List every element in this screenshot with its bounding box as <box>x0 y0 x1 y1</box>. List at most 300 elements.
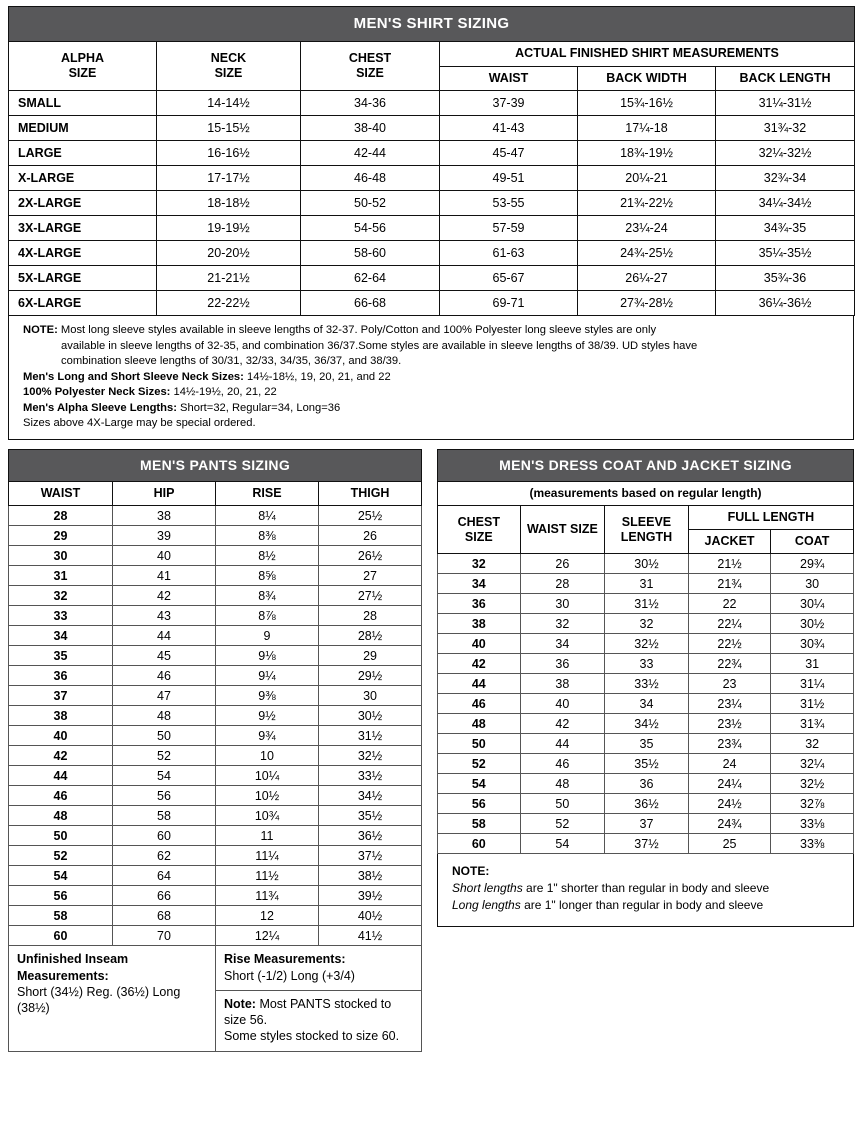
coat-note-long-rest: are 1" longer than regular in body and sleeve <box>520 898 764 913</box>
pants-note-line-2: Some styles stocked to size 60. <box>224 1029 400 1044</box>
shirt-note-sleeve-lengths <box>23 401 843 416</box>
shirt-sizing-table <box>8 6 855 316</box>
cell-coat-jacket: 21½ <box>688 554 771 574</box>
cell-coat-jacket: 22½ <box>688 634 771 654</box>
cell-coat-waist: 48 <box>520 774 605 794</box>
table-row <box>438 814 854 834</box>
cell-coat-jacket: 22¾ <box>688 654 771 674</box>
header-chest-size-line2: SIZE <box>356 66 384 81</box>
cell-neck-size: 20-20½ <box>157 241 301 266</box>
cell-coat-coat: 32 <box>771 734 854 754</box>
cell-pants-hip: 54 <box>113 766 216 786</box>
coat-header-chest-size <box>438 506 521 554</box>
cell-pants-hip: 38 <box>113 506 216 526</box>
cell-back-width: 26¼-27 <box>578 266 716 291</box>
cell-pants-waist: 35 <box>9 646 113 666</box>
shirt-note-poly-label: 100% Polyester Neck Sizes: <box>23 386 171 399</box>
pants-sizing-table <box>8 449 422 1051</box>
header-back-width: BACK WIDTH <box>578 66 716 91</box>
cell-pants-hip: 52 <box>113 746 216 766</box>
pants-header-waist: WAIST <box>9 482 113 506</box>
table-row <box>9 686 422 706</box>
cell-coat-jacket: 24 <box>688 754 771 774</box>
cell-coat-sleeve: 34½ <box>605 714 689 734</box>
coat-header-jacket: JACKET <box>688 530 771 554</box>
cell-coat-sleeve: 35½ <box>605 754 689 774</box>
cell-pants-thigh: 28½ <box>319 626 422 646</box>
pants-inseam-title-line2: Measurements: <box>17 968 109 983</box>
table-row <box>9 266 855 291</box>
shirt-note-label: NOTE: <box>23 324 58 337</box>
table-row <box>9 506 422 526</box>
cell-back-length: 31¾-32 <box>716 116 855 141</box>
coat-note-short-emphasis: Short lengths <box>452 881 523 896</box>
shirt-note-neck-sizes <box>23 370 843 385</box>
coat-note-short <box>452 880 843 897</box>
cell-coat-jacket: 21¾ <box>688 574 771 594</box>
table-row <box>9 866 422 886</box>
cell-coat-coat: 30½ <box>771 614 854 634</box>
cell-pants-thigh: 27 <box>319 566 422 586</box>
cell-pants-hip: 40 <box>113 546 216 566</box>
header-neck-size-line2: SIZE <box>214 66 243 81</box>
cell-pants-rise: 11¾ <box>216 886 319 906</box>
cell-coat-sleeve: 30½ <box>605 554 689 574</box>
cell-pants-waist: 52 <box>9 846 113 866</box>
table-row <box>438 614 854 634</box>
coat-header-chest-line2: SIZE <box>464 529 493 544</box>
cell-coat-sleeve: 32 <box>605 614 689 634</box>
cell-back-width: 23¼-24 <box>578 216 716 241</box>
cell-pants-rise: 9 <box>216 626 319 646</box>
cell-back-length: 34¾-35 <box>716 216 855 241</box>
cell-back-width: 24¾-25½ <box>578 241 716 266</box>
pants-note-cell <box>216 990 422 1051</box>
shirt-note-neck-value: 14½-18½, 19, 20, 21, and 22 <box>247 370 391 383</box>
cell-pants-hip: 68 <box>113 906 216 926</box>
cell-coat-sleeve: 32½ <box>605 634 689 654</box>
table-row <box>9 216 855 241</box>
cell-coat-waist: 38 <box>520 674 605 694</box>
pants-table-banner <box>9 450 422 482</box>
table-row <box>9 566 422 586</box>
coat-note-short-rest: are 1" shorter than regular in body and sleeve <box>522 881 770 896</box>
cell-coat-coat: 30 <box>771 574 854 594</box>
coat-note-label: NOTE: <box>452 864 490 879</box>
cell-pants-thigh: 37½ <box>319 846 422 866</box>
cell-pants-rise: 8⅞ <box>216 606 319 626</box>
cell-pants-waist: 32 <box>9 586 113 606</box>
table-row <box>9 926 422 946</box>
coat-header-chest-line1: CHEST <box>457 514 500 529</box>
pants-note-line-1: Most PANTS stocked to size 56. <box>224 996 392 1028</box>
cell-pants-thigh: 29 <box>319 646 422 666</box>
cell-neck-size: 15-15½ <box>157 116 301 141</box>
cell-coat-chest: 44 <box>438 674 521 694</box>
pants-header-thigh: THIGH <box>319 482 422 506</box>
table-row <box>9 141 855 166</box>
pants-table-body <box>9 506 422 946</box>
cell-coat-jacket: 23¼ <box>688 694 771 714</box>
cell-pants-rise: 9½ <box>216 706 319 726</box>
cell-coat-waist: 28 <box>520 574 605 594</box>
cell-pants-rise: 8⅜ <box>216 526 319 546</box>
cell-chest-size: 66-68 <box>301 291 440 316</box>
pants-footer-body <box>9 946 422 1051</box>
cell-coat-coat: 31 <box>771 654 854 674</box>
pants-rise-title: Rise Measurements: <box>224 952 346 967</box>
header-alpha-size <box>9 42 157 91</box>
cell-pants-rise: 9¼ <box>216 666 319 686</box>
cell-pants-waist: 54 <box>9 866 113 886</box>
coat-table-banner <box>438 450 854 482</box>
cell-back-width: 20¼-21 <box>578 166 716 191</box>
table-row <box>9 191 855 216</box>
cell-neck-size: 17-17½ <box>157 166 301 191</box>
cell-coat-coat: 30¾ <box>771 634 854 654</box>
coat-header-coat: COAT <box>771 530 854 554</box>
table-row <box>438 694 854 714</box>
cell-pants-rise: 9⅜ <box>216 686 319 706</box>
coat-note-long-emphasis: Long lengths <box>452 898 521 913</box>
cell-coat-waist: 32 <box>520 614 605 634</box>
cell-pants-hip: 45 <box>113 646 216 666</box>
cell-back-length: 32¼-32½ <box>716 141 855 166</box>
cell-pants-hip: 44 <box>113 626 216 646</box>
cell-pants-waist: 56 <box>9 886 113 906</box>
cell-pants-hip: 60 <box>113 826 216 846</box>
table-row <box>438 834 854 854</box>
cell-coat-chest: 32 <box>438 554 521 574</box>
shirt-note-line-1 <box>23 323 843 338</box>
cell-alpha-size: LARGE <box>9 141 157 166</box>
coat-header-sleeve-line1: SLEEVE <box>621 514 672 529</box>
table-row <box>438 734 854 754</box>
cell-pants-thigh: 30 <box>319 686 422 706</box>
cell-pants-thigh: 27½ <box>319 586 422 606</box>
table-row <box>9 906 422 926</box>
pants-note-label: Note: <box>224 996 256 1011</box>
coat-header-row-1 <box>438 506 854 530</box>
cell-coat-waist: 50 <box>520 794 605 814</box>
cell-pants-rise: 8½ <box>216 546 319 566</box>
cell-coat-sleeve: 36½ <box>605 794 689 814</box>
cell-back-length: 36¼-36½ <box>716 291 855 316</box>
cell-pants-waist: 38 <box>9 706 113 726</box>
cell-pants-hip: 70 <box>113 926 216 946</box>
cell-coat-sleeve: 33½ <box>605 674 689 694</box>
cell-coat-sleeve: 36 <box>605 774 689 794</box>
shirt-note-sleeve-value: Short=32, Regular=34, Long=36 <box>180 401 341 414</box>
cell-coat-waist: 52 <box>520 814 605 834</box>
header-actual-finished-measurements: ACTUAL FINISHED SHIRT MEASUREMENTS <box>440 42 855 67</box>
cell-pants-thigh: 26 <box>319 526 422 546</box>
table-row <box>438 794 854 814</box>
cell-coat-waist: 46 <box>520 754 605 774</box>
cell-coat-chest: 40 <box>438 634 521 654</box>
cell-pants-hip: 41 <box>113 566 216 586</box>
cell-coat-waist: 42 <box>520 714 605 734</box>
cell-pants-hip: 56 <box>113 786 216 806</box>
table-row <box>9 91 855 116</box>
cell-pants-thigh: 30½ <box>319 706 422 726</box>
cell-pants-thigh: 33½ <box>319 766 422 786</box>
coat-note-block <box>437 854 854 926</box>
shirt-note-poly-value: 14½-19½, 20, 21, 22 <box>173 386 277 399</box>
cell-coat-chest: 50 <box>438 734 521 754</box>
pants-rise-cell <box>216 946 422 991</box>
shirt-note-special-order: Sizes above 4X-Large may be special ordered. <box>23 416 256 429</box>
cell-waist: 37-39 <box>440 91 578 116</box>
cell-pants-hip: 48 <box>113 706 216 726</box>
cell-pants-rise: 9⅛ <box>216 646 319 666</box>
cell-coat-jacket: 24¼ <box>688 774 771 794</box>
cell-pants-thigh: 25½ <box>319 506 422 526</box>
cell-coat-sleeve: 37½ <box>605 834 689 854</box>
pants-inseam-values: Short (34½) Reg. (36½) Long (38½) <box>17 984 181 1016</box>
cell-pants-waist: 29 <box>9 526 113 546</box>
cell-pants-waist: 31 <box>9 566 113 586</box>
cell-back-width: 17¼-18 <box>578 116 716 141</box>
cell-coat-jacket: 23½ <box>688 714 771 734</box>
table-row <box>9 786 422 806</box>
cell-alpha-size: 6X-LARGE <box>9 291 157 316</box>
cell-coat-coat: 32½ <box>771 774 854 794</box>
cell-coat-chest: 48 <box>438 714 521 734</box>
cell-pants-thigh: 31½ <box>319 726 422 746</box>
cell-coat-jacket: 22 <box>688 594 771 614</box>
cell-waist: 57-59 <box>440 216 578 241</box>
cell-coat-sleeve: 34 <box>605 694 689 714</box>
cell-pants-waist: 37 <box>9 686 113 706</box>
cell-pants-hip: 47 <box>113 686 216 706</box>
cell-pants-rise: 10 <box>216 746 319 766</box>
cell-chest-size: 46-48 <box>301 166 440 191</box>
table-row <box>438 754 854 774</box>
cell-chest-size: 34-36 <box>301 91 440 116</box>
cell-pants-hip: 66 <box>113 886 216 906</box>
header-neck-size-line1: NECK <box>210 50 247 65</box>
cell-coat-waist: 34 <box>520 634 605 654</box>
cell-pants-thigh: 35½ <box>319 806 422 826</box>
shirt-note-neck-label: Men's Long and Short Sleeve Neck Sizes: <box>23 370 244 383</box>
cell-chest-size: 62-64 <box>301 266 440 291</box>
pants-banner-title: MEN'S PANTS SIZING <box>140 457 291 474</box>
cell-back-length: 35¼-35½ <box>716 241 855 266</box>
cell-pants-rise: 8¾ <box>216 586 319 606</box>
cell-coat-jacket: 23 <box>688 674 771 694</box>
cell-pants-thigh: 34½ <box>319 786 422 806</box>
cell-pants-hip: 43 <box>113 606 216 626</box>
cell-coat-chest: 52 <box>438 754 521 774</box>
cell-coat-chest: 38 <box>438 614 521 634</box>
cell-coat-chest: 46 <box>438 694 521 714</box>
cell-coat-sleeve: 35 <box>605 734 689 754</box>
cell-waist: 49-51 <box>440 166 578 191</box>
cell-pants-thigh: 41½ <box>319 926 422 946</box>
table-row <box>438 674 854 694</box>
cell-neck-size: 22-22½ <box>157 291 301 316</box>
cell-coat-coat: 31¼ <box>771 674 854 694</box>
cell-chest-size: 42-44 <box>301 141 440 166</box>
cell-back-width: 21¾-22½ <box>578 191 716 216</box>
cell-waist: 69-71 <box>440 291 578 316</box>
cell-neck-size: 21-21½ <box>157 266 301 291</box>
cell-pants-rise: 10¾ <box>216 806 319 826</box>
cell-pants-thigh: 38½ <box>319 866 422 886</box>
pants-header-row <box>9 482 422 506</box>
table-row <box>438 574 854 594</box>
cell-pants-thigh: 29½ <box>319 666 422 686</box>
cell-pants-rise: 11 <box>216 826 319 846</box>
cell-back-length: 35¾-36 <box>716 266 855 291</box>
cell-pants-waist: 48 <box>9 806 113 826</box>
cell-waist: 53-55 <box>440 191 578 216</box>
table-row <box>9 526 422 546</box>
cell-chest-size: 54-56 <box>301 216 440 241</box>
cell-pants-waist: 28 <box>9 506 113 526</box>
shirt-table-banner <box>9 7 855 42</box>
coat-header-full-length: FULL LENGTH <box>688 506 853 530</box>
shirt-note-poly-sizes <box>23 385 843 400</box>
cell-alpha-size: 4X-LARGE <box>9 241 157 266</box>
header-alpha-size-line1: ALPHA <box>60 50 105 65</box>
cell-back-length: 31¼-31½ <box>716 91 855 116</box>
table-row <box>9 546 422 566</box>
coat-header-sleeve-length <box>605 506 689 554</box>
shirt-note-body-1: Most long sleeve styles available in sleeve lengths of 32-37. Poly/Cotton and 100% Polyester long sleeve styles are only <box>60 324 657 337</box>
cell-back-width: 18¾-19½ <box>578 141 716 166</box>
cell-pants-hip: 39 <box>113 526 216 546</box>
table-row <box>9 706 422 726</box>
cell-pants-thigh: 32½ <box>319 746 422 766</box>
table-row <box>9 806 422 826</box>
cell-alpha-size: X-LARGE <box>9 166 157 191</box>
cell-coat-sleeve: 33 <box>605 654 689 674</box>
cell-chest-size: 58-60 <box>301 241 440 266</box>
cell-pants-waist: 30 <box>9 546 113 566</box>
shirt-note-line-2: available in sleeve lengths of 32-35, and combination 36/37.Some styles are available in sleeve lengths of 38/39. UD styles have <box>61 339 698 352</box>
cell-pants-waist: 46 <box>9 786 113 806</box>
coat-header-sleeve-line2: LENGTH <box>620 529 673 544</box>
shirt-table-body <box>9 91 855 316</box>
pants-footer-row <box>9 946 422 991</box>
cell-alpha-size: SMALL <box>9 91 157 116</box>
cell-coat-waist: 44 <box>520 734 605 754</box>
cell-pants-rise: 11½ <box>216 866 319 886</box>
table-row <box>9 886 422 906</box>
cell-coat-chest: 34 <box>438 574 521 594</box>
shirt-note-sleeve-label: Men's Alpha Sleeve Lengths: <box>23 401 177 414</box>
header-back-length: BACK LENGTH <box>716 66 855 91</box>
cell-pants-waist: 40 <box>9 726 113 746</box>
pants-inseam-cell <box>9 946 216 1051</box>
cell-waist: 41-43 <box>440 116 578 141</box>
cell-coat-chest: 58 <box>438 814 521 834</box>
table-row <box>9 746 422 766</box>
cell-coat-coat: 29¾ <box>771 554 854 574</box>
cell-pants-waist: 36 <box>9 666 113 686</box>
coat-note-long <box>452 897 843 914</box>
cell-pants-waist: 33 <box>9 606 113 626</box>
cell-waist: 45-47 <box>440 141 578 166</box>
cell-coat-coat: 30¼ <box>771 594 854 614</box>
cell-pants-waist: 44 <box>9 766 113 786</box>
cell-coat-chest: 36 <box>438 594 521 614</box>
cell-coat-chest: 56 <box>438 794 521 814</box>
cell-coat-sleeve: 31 <box>605 574 689 594</box>
cell-back-length: 32¾-34 <box>716 166 855 191</box>
cell-pants-rise: 8¼ <box>216 506 319 526</box>
cell-pants-hip: 62 <box>113 846 216 866</box>
pants-sizing-section <box>8 449 421 1051</box>
cell-pants-waist: 58 <box>9 906 113 926</box>
cell-neck-size: 16-16½ <box>157 141 301 166</box>
table-row <box>438 634 854 654</box>
table-row <box>438 774 854 794</box>
table-row <box>438 554 854 574</box>
table-row <box>9 291 855 316</box>
header-chest-size-line1: CHEST <box>348 50 392 65</box>
cell-pants-waist: 34 <box>9 626 113 646</box>
cell-coat-chest: 60 <box>438 834 521 854</box>
coat-banner-title: MEN'S DRESS COAT AND JACKET SIZING <box>499 457 792 474</box>
cell-waist: 61-63 <box>440 241 578 266</box>
shirt-note-block <box>8 316 854 440</box>
cell-waist: 65-67 <box>440 266 578 291</box>
pants-header-rise: RISE <box>216 482 319 506</box>
table-row <box>9 116 855 141</box>
table-row <box>438 594 854 614</box>
cell-pants-rise: 11¼ <box>216 846 319 866</box>
cell-coat-chest: 42 <box>438 654 521 674</box>
cell-pants-rise: 12 <box>216 906 319 926</box>
cell-coat-coat: 33⅛ <box>771 814 854 834</box>
cell-pants-thigh: 39½ <box>319 886 422 906</box>
cell-neck-size: 18-18½ <box>157 191 301 216</box>
cell-coat-sleeve: 37 <box>605 814 689 834</box>
cell-alpha-size: MEDIUM <box>9 116 157 141</box>
cell-coat-jacket: 23¾ <box>688 734 771 754</box>
cell-alpha-size: 5X-LARGE <box>9 266 157 291</box>
table-row <box>9 646 422 666</box>
cell-coat-sleeve: 31½ <box>605 594 689 614</box>
cell-pants-hip: 50 <box>113 726 216 746</box>
cell-coat-chest: 54 <box>438 774 521 794</box>
cell-pants-thigh: 28 <box>319 606 422 626</box>
cell-coat-waist: 36 <box>520 654 605 674</box>
table-row <box>9 166 855 191</box>
pants-inseam-title-line1: Unfinished Inseam <box>17 952 129 967</box>
cell-pants-hip: 58 <box>113 806 216 826</box>
cell-pants-rise: 10½ <box>216 786 319 806</box>
cell-pants-hip: 46 <box>113 666 216 686</box>
shirt-sizing-section <box>8 6 854 440</box>
shirt-banner-title: MEN'S SHIRT SIZING <box>353 15 510 32</box>
table-row <box>438 654 854 674</box>
cell-coat-coat: 32⅞ <box>771 794 854 814</box>
cell-back-width: 27¾-28½ <box>578 291 716 316</box>
cell-coat-waist: 40 <box>520 694 605 714</box>
cell-chest-size: 38-40 <box>301 116 440 141</box>
coat-subcaption: (measurements based on regular length) <box>438 482 854 506</box>
cell-neck-size: 19-19½ <box>157 216 301 241</box>
pants-rise-values: Short (-1/2) Long (+3/4) <box>224 968 355 983</box>
cell-pants-thigh: 36½ <box>319 826 422 846</box>
table-row <box>9 666 422 686</box>
cell-pants-rise: 10¼ <box>216 766 319 786</box>
cell-coat-coat: 32¼ <box>771 754 854 774</box>
